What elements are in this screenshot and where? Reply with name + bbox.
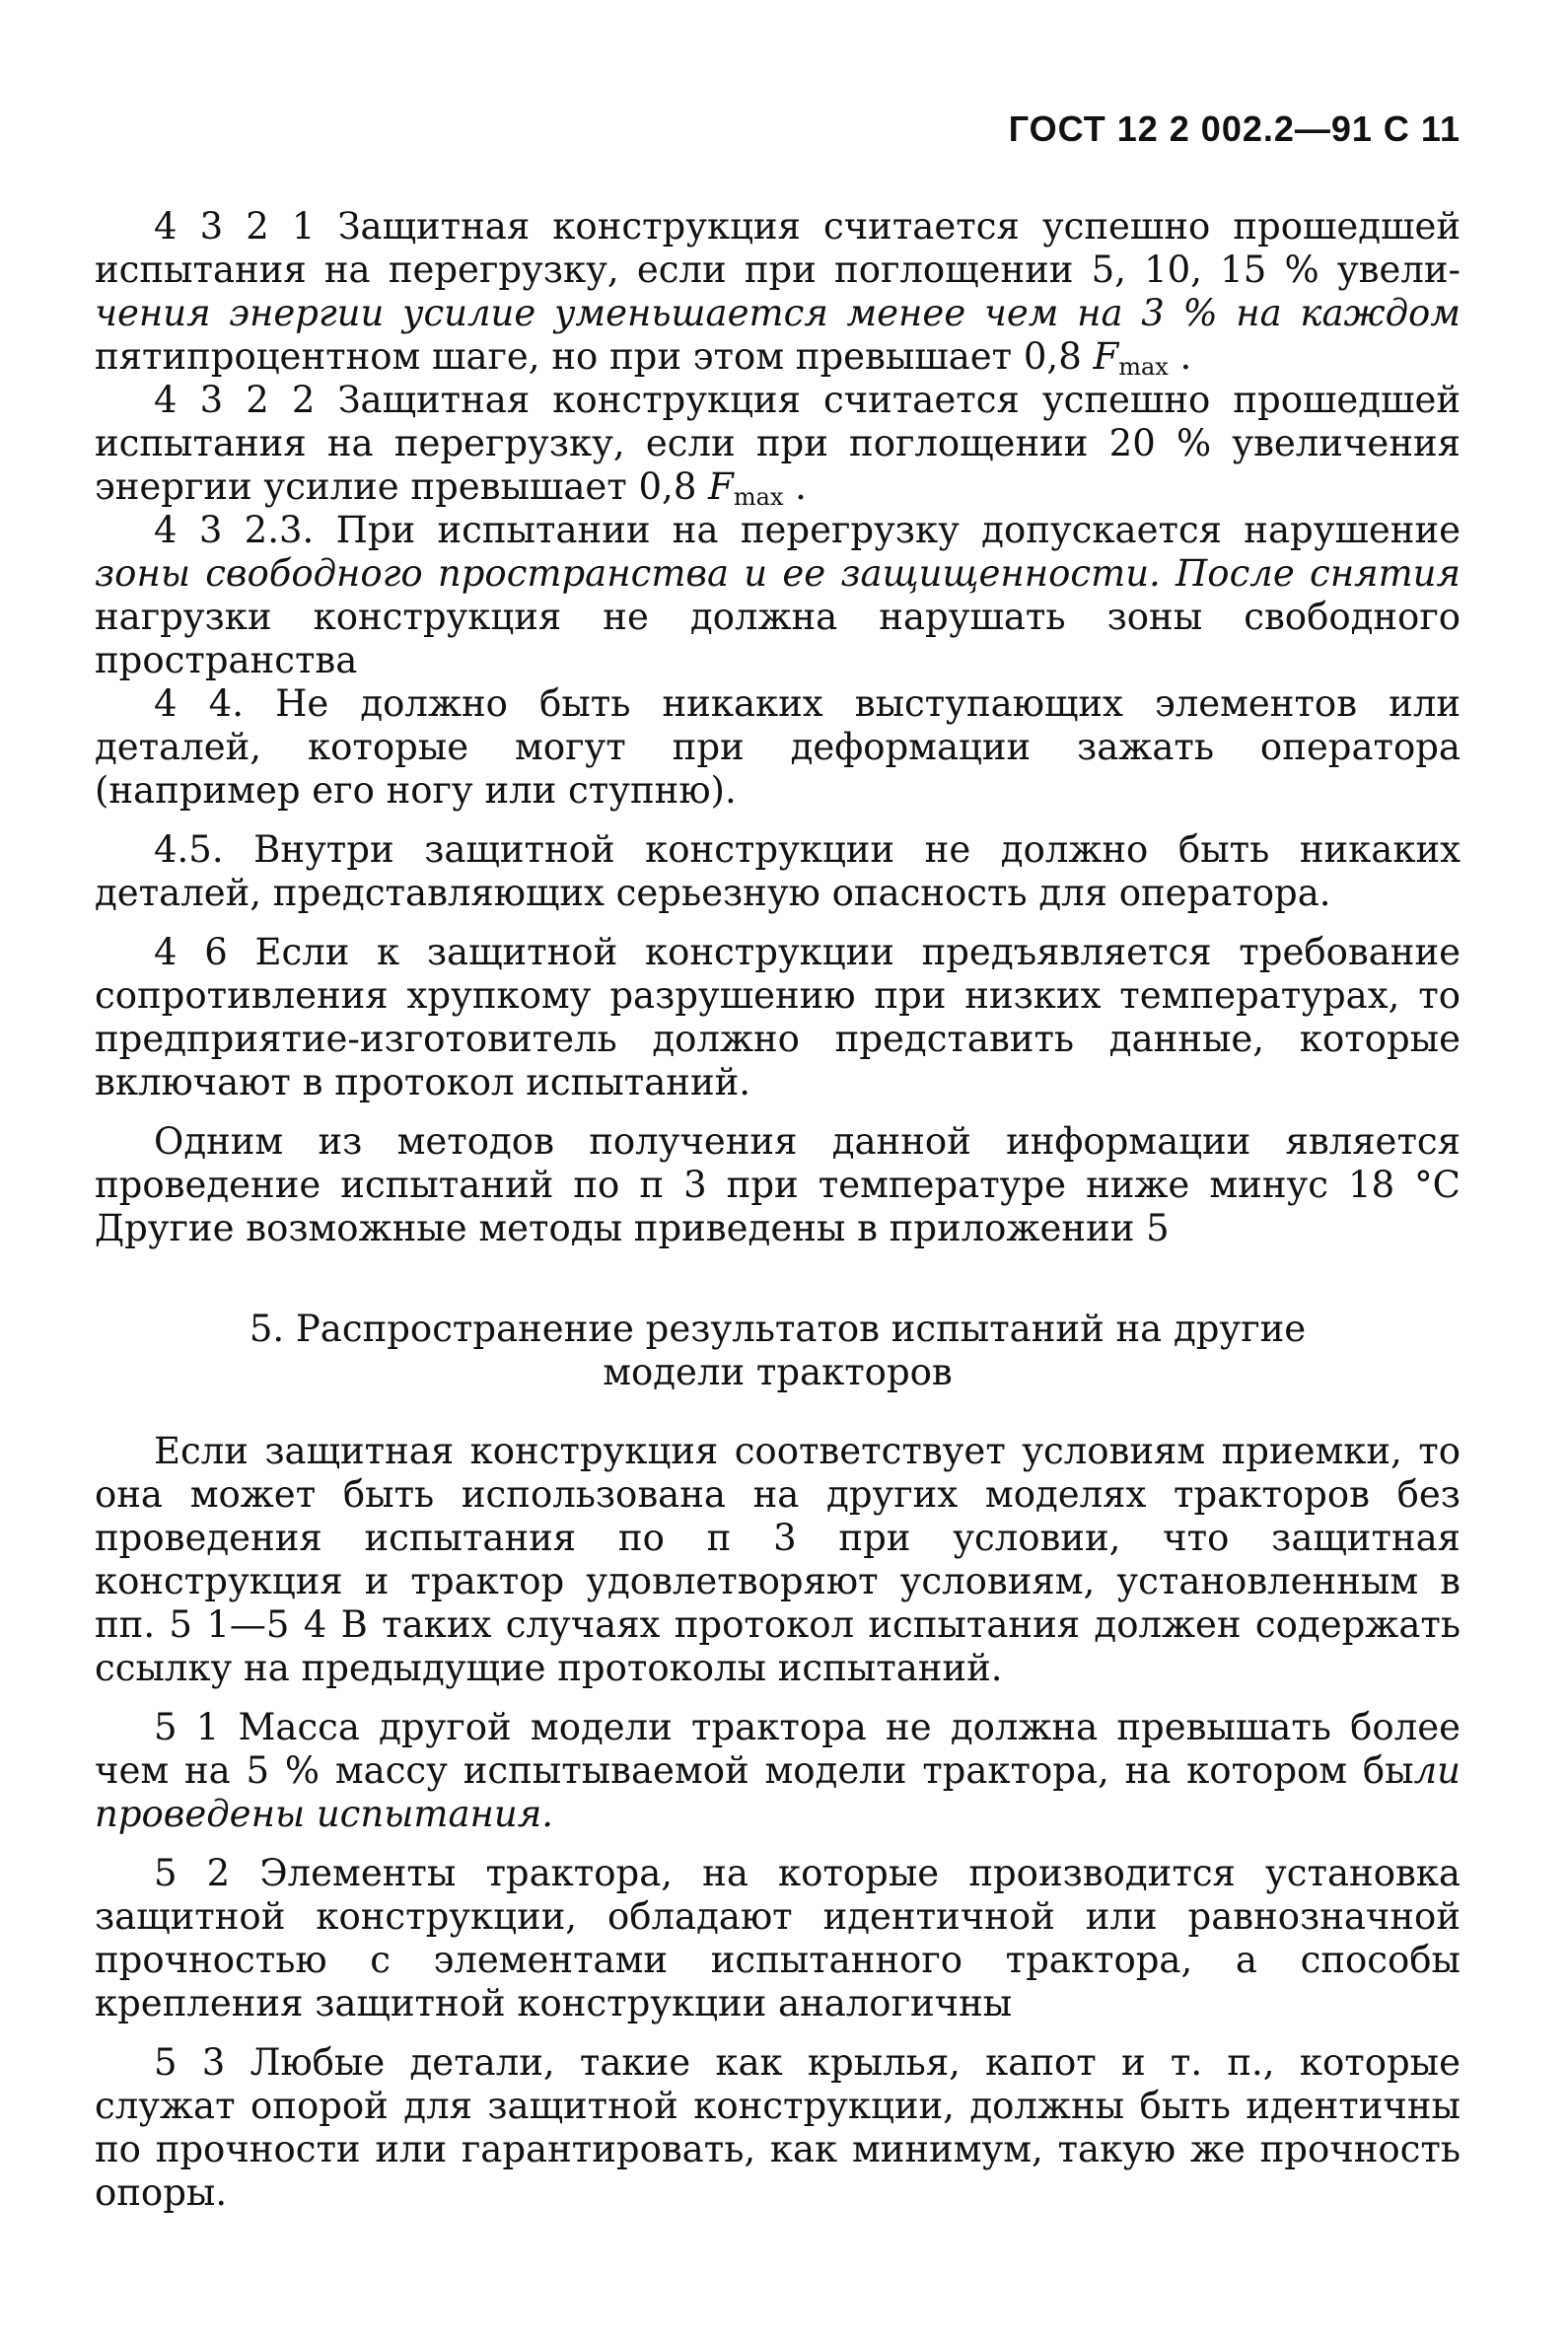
document-body: [95, 205, 1461, 2215]
clause-number: 4 3 2 2: [154, 379, 316, 421]
gost-label: ГОСТ 12 2 002.2—91 С 11: [1008, 108, 1461, 149]
paragraph-4-6-method: Одним из методов получения данной информации является проведение испытаний по п 3 при температуре ниже минус 18 °С Другие возможные методы приведены в приложении 5: [95, 1120, 1461, 1249]
clause-number: 4 3 2 1: [154, 205, 316, 248]
formula-symbol: F: [708, 465, 734, 508]
paragraph-5-3: 5 3 Любые детали, такие как крылья, капот и т. п., которые служат опорой для защитной конструкции, должны быть идентичны по прочности или гарантировать, как минимум, такую же прочность опоры.: [95, 2041, 1461, 2214]
paragraph-5-intro: Если защитная конструкция соответствует условиям приемки, то она может быть использована на других моделях тракторов без проведения испытания по п 3 при условии, что защитная конструкция и трактор удовлетворяют условиям, установленным в пп. 5 1—5 4 В таких случаях протокол испытания должен содержать ссылку на предыдущие протоколы испытаний.: [95, 1430, 1461, 1689]
formula-symbol: F: [1093, 335, 1119, 378]
paragraph-4-3-2-1: [95, 205, 1461, 379]
paragraph-4-6: 4 6 Если к защитной конструкции предъявляется требование сопротивления хрупкому разрушению при низких температурах, то предприятие-изготовитель должно представить данные, которые включают в протокол испытаний.: [95, 931, 1461, 1103]
paragraph-4-3-2-2: [95, 379, 1461, 509]
paragraph-4-5: 4.5. Внутри защитной конструкции не должно быть никаких деталей, представляющих серьезную опасность для оператора.: [95, 828, 1461, 914]
paragraph-text: При испытании на перегрузку допускается нарушение: [314, 509, 1461, 551]
section-title-line: модели тракторов: [603, 1351, 953, 1393]
paragraph-text: пятипроцентном шаге, но при этом превышает 0,8: [95, 335, 1094, 378]
section-title-line: 5. Распространение результатов испытаний на другие: [249, 1308, 1307, 1350]
italic-text: зоны свободного пространства и ее защищенности. После снятия: [95, 552, 1461, 595]
paragraph-text: Защитная конструкция считается успешно прошедшей испытания на перегрузку, если при поглощении 20 % увеличения энергии усилие превышает 0,8: [95, 379, 1461, 508]
italic-text: чения энергии усилие уменьшается менее чем на 3 % на каждом: [95, 292, 1461, 334]
formula-subscript: max: [1118, 353, 1169, 381]
paragraph-text: нагрузки конструкция не должна нарушать зоны свободного пространства: [95, 596, 1461, 681]
paragraph-text: Защитная конструкция считается успешно прошедшей испытания на перегрузку, если при поглощении 5, 10, 15 % увели-: [95, 205, 1461, 291]
italic-text: ли проведены испытания.: [95, 1749, 1461, 1835]
paragraph-5-1: [95, 1706, 1461, 1836]
paragraph-text: .: [783, 465, 807, 508]
formula-subscript: max: [733, 483, 784, 511]
paragraph-text: 5 1 Масса другой модели трактора не должна превышать более чем на 5 % массу испытываемой модели трактора, на котором бы: [95, 1706, 1461, 1792]
paragraph-4-3-2-3: [95, 509, 1461, 682]
paragraph-text: .: [1168, 335, 1192, 378]
paragraph-5-2: 5 2 Элементы трактора, на которые производится установка защитной конструкции, обладают идентичной или равнозначной прочностью с элементами испытанного трактора, а способы крепления защитной конструкции аналогичны: [95, 1852, 1461, 2024]
paragraph-4-4: 4 4. Не должно быть никаких выступающих элементов или деталей, которые могут при деформации зажать оператора (например его ногу или ступню).: [95, 682, 1461, 812]
section-5-title: [95, 1308, 1461, 1394]
clause-number: 4 3 2.3.: [154, 509, 315, 551]
page-header: [95, 108, 1461, 150]
